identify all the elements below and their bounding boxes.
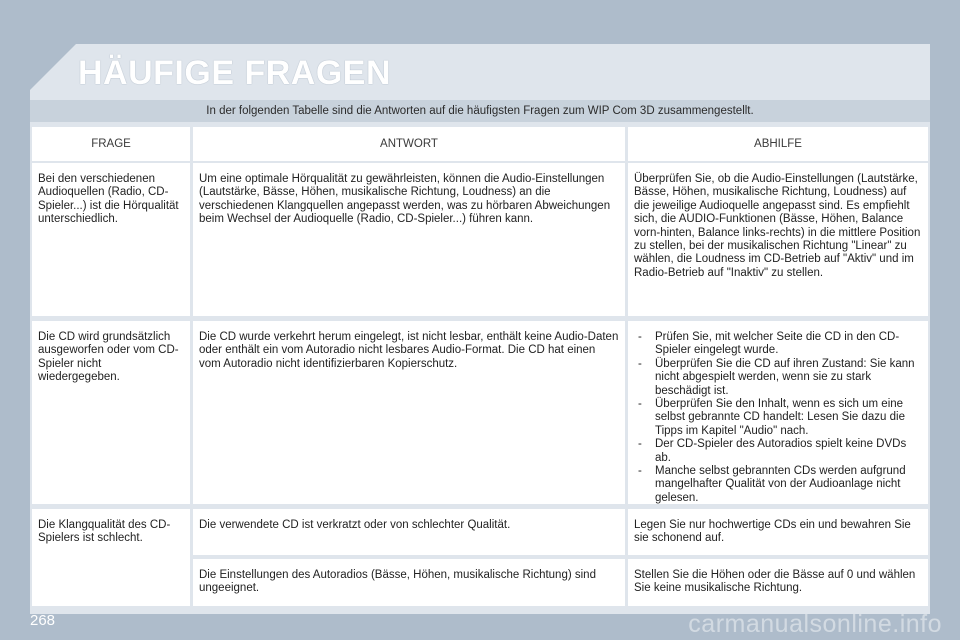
header-frage: FRAGE: [32, 127, 190, 161]
intro-text: In der folgenden Tabelle sind die Antworten auf die häufigsten Fragen zum WIP Com 3D zusammengestellt.: [30, 100, 930, 122]
row2-frage: Die CD wird grundsätzlich ausgeworfen oder vom CD-Spieler nicht wiedergegeben.: [32, 321, 190, 504]
list-item: - Überprüfen Sie den Inhalt, wenn es sich um eine selbst gebrannte CD handelt: Lesen Sie dazu die Tipps im Kapitel "Audio" nach.: [634, 398, 923, 438]
list-item: - Manche selbst gebrannten CDs werden aufgrund mangelhafter Qualität von der Audioanlage nicht gelesen.: [634, 465, 923, 504]
row3b-abhilfe: Stellen Sie die Höhen oder die Bässe auf 0 und wählen Sie keine musikalische Richtung.: [628, 559, 928, 606]
page-number: 268: [30, 612, 56, 629]
row2-abhilfe: [628, 321, 928, 504]
header-abhilfe: ABHILFE: [628, 127, 928, 161]
list-item: - Prüfen Sie, mit welcher Seite die CD in den CD-Spieler eingelegt wurde.: [634, 331, 923, 358]
row3-frage: Die Klangqualität des CD-Spielers ist schlecht.: [32, 509, 190, 606]
abhilfe-list: [634, 331, 923, 504]
row1-antwort: Um eine optimale Hörqualität zu gewährleisten, können die Audio-Einstellungen (Lautstärke, Bässe, Höhen, musikalische Richtung, Loudness) an die verschiedenen Klangquellen angepasst werden, was zu hörbaren Abweichungen beim Wechsel der Audioquelle (Radio, CD-Spieler...) führen kann.: [193, 163, 625, 316]
page-title: HÄUFIGE FRAGEN: [78, 54, 391, 92]
row3b-antwort: Die Einstellungen des Autoradios (Bässe, Höhen, musikalische Richtung) sind ungeeignet.: [193, 559, 625, 606]
list-item: - Der CD-Spieler des Autoradios spielt keine DVDs ab.: [634, 438, 923, 465]
row1-abhilfe: Überprüfen Sie, ob die Audio-Einstellungen (Lautstärke, Bässe, Höhen, musikalische Richtung, Loudness) auf die jeweilige Audioquelle angepasst sind. Es empfiehlt sich, die AUDIO-Funktionen (Bässe, Höhen, Balance vorn-hinten, Balance links-rechts) in die mittlere Position zu stellen, bei der musikalischen Richtung "Linear" zu wählen, die Loudness im CD-Betrieb auf "Aktiv" und im Radio-Betrieb auf "Inaktiv" zu stellen.: [628, 163, 928, 316]
watermark-text: carmanualsonline.info: [688, 610, 942, 638]
row1-frage: Bei den verschiedenen Audioquellen (Radio, CD-Spieler...) ist die Hörqualität unterschiedlich.: [32, 163, 190, 316]
header-antwort: ANTWORT: [193, 127, 625, 161]
row3a-abhilfe: Legen Sie nur hochwertige CDs ein und bewahren Sie sie schonend auf.: [628, 509, 928, 555]
list-item: - Überprüfen Sie die CD auf ihren Zustand: Sie kann nicht abgespielt werden, wenn sie zu stark beschädigt ist.: [634, 358, 923, 398]
row3a-antwort: Die verwendete CD ist verkratzt oder von schlechter Qualität.: [193, 509, 625, 555]
row2-antwort: Die CD wurde verkehrt herum eingelegt, ist nicht lesbar, enthält keine Audio-Daten oder enthält ein vom Autoradio nicht lesbares Audio-Format. Die CD hat einen vom Autoradio nicht identifizierbaren Kopierschutz.: [193, 321, 625, 504]
